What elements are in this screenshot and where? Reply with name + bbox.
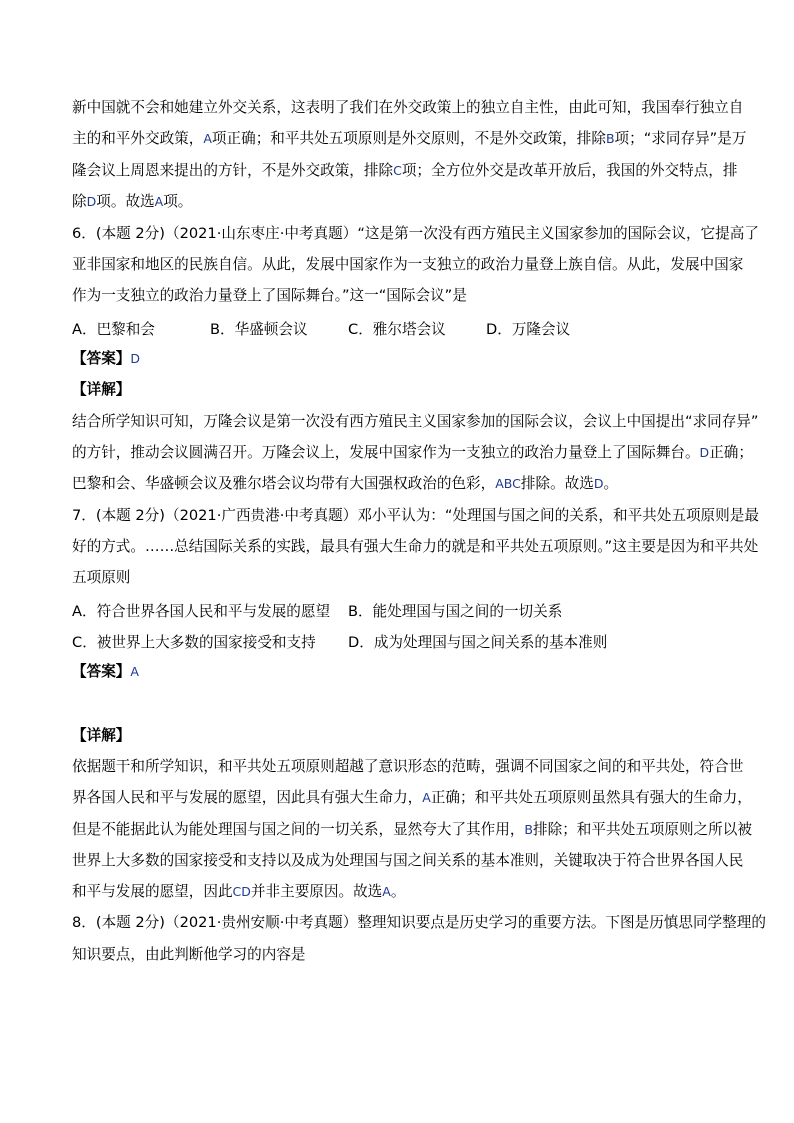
question-6-detail-line-2: 的方针，推动会议圆满召开。万隆会议上，发展中国家作为一支独立的政治力量登上了国际舞台。D正确； — [72, 444, 753, 461]
question-7-options-row-1 — [72, 600, 722, 620]
question-7-option-b: B．能处理国与国之间的一切关系 — [348, 603, 563, 620]
question-6-stem-line-1: 6．(本题 2分)（2021·山东枣庄·中考真题）“这是第一次没有西方殖民主义国家参加的国际会议，它提高了 — [72, 225, 759, 242]
question-6-option-d: D．万隆会议 — [486, 321, 571, 338]
question-7-detail-line-2: 界各国人民和平与发展的愿望，因此具有强大生命力，A正确；和平共处五项原则虽然具有强大的生命力， — [72, 789, 752, 806]
question-7-option-c: C．被世界上大多数的国家接受和支持 — [72, 634, 316, 651]
question-6-stem-line-3: 作为一支独立的政治力量登上了国际舞台。”这一“国际会议”是 — [72, 287, 467, 304]
question-6-option-a: A．巴黎和会 — [72, 321, 155, 338]
question-6-option-b: B．华盛顿会议 — [210, 321, 308, 338]
question-7-stem-line-1: 7．(本题 2分)（2021·广西贵港·中考真题）邓小平认为：“处理国与国之间的关系，和平共处五项原则是最 — [72, 507, 759, 524]
question-8-stem-line-1: 8．(本题 2分)（2021·贵州安顺·中考真题）整理知识要点是历史学习的重要方法。下图是历慎思同学整理的 — [72, 914, 766, 931]
question-7-detail-line-1: 依据题干和所学知识，和平共处五项原则超越了意识形态的范畴，强调不同国家之间的和平共处，符合世 — [72, 758, 744, 775]
prev-explanation-line-4: 除D项。故选A项。 — [72, 193, 193, 210]
prev-explanation-line-2: 主的和平外交政策，A项正确；和平共处五项原则是外交原则，不是外交政策，排除B项；“求同存异”是万 — [72, 130, 747, 147]
question-8-stem-line-2: 知识要点，由此判断他学习的内容是 — [72, 946, 306, 963]
question-6-detail-line-1: 结合所学知识可知，万隆会议是第一次没有西方殖民主义国家参加的国际会议，会议上中国提出“求同存异” — [72, 413, 759, 430]
question-7-detail-line-4: 世界上大多数的国家接受和支持以及成为处理国与国之间关系的基本准则，关键取决于符合世界各国人民 — [72, 852, 744, 869]
question-7-option-a: A．符合世界各国人民和平与发展的愿望 — [72, 603, 331, 620]
question-7-option-d: D．成为处理国与国之间关系的基本准则 — [348, 634, 608, 651]
question-7-detail-line-3: 但是不能据此认为能处理国与国之间的一切关系，显然夸大了其作用，B排除；和平共处五项原则之所以被 — [72, 821, 752, 838]
question-7-stem-line-2: 好的方式。……总结国际关系的实践，最具有强大生命力的就是和平共处五项原则。”这主要是因为和平共处 — [72, 538, 759, 555]
question-6-detail-label: 【详解】 — [72, 381, 131, 398]
question-7-stem-line-3: 五项原则 — [72, 569, 131, 586]
question-7-detail-label: 【详解】 — [72, 727, 131, 744]
question-6-option-c: C．雅尔塔会议 — [348, 321, 446, 338]
question-7-detail-line-5: 和平与发展的愿望，因此CD并非主要原因。故选A。 — [72, 883, 406, 900]
question-6-stem-line-2: 亚非国家和地区的民族自信。从此，发展中国家作为一支独立的政治力量登上族自信。从此，发展中国家 — [72, 256, 744, 273]
prev-explanation-line-3: 隆会议上周恩来提出的方针，不是外交政策，排除C项；全方位外交是改革开放后，我国的外交特点，排 — [72, 162, 738, 179]
question-7-options-row-2 — [72, 631, 722, 651]
prev-explanation-line-1: 新中国就不会和她建立外交关系，这表明了我们在外交政策上的独立自主性，由此可知，我国奉行独立自 — [72, 99, 744, 116]
question-6-detail-line-3: 巴黎和会、华盛顿会议及雅尔塔会议均带有大国强权政治的色彩，ABC排除。故选D。 — [72, 475, 619, 492]
question-6-answer: 【答案】D — [72, 350, 141, 367]
question-7-answer: 【答案】A — [72, 663, 139, 680]
